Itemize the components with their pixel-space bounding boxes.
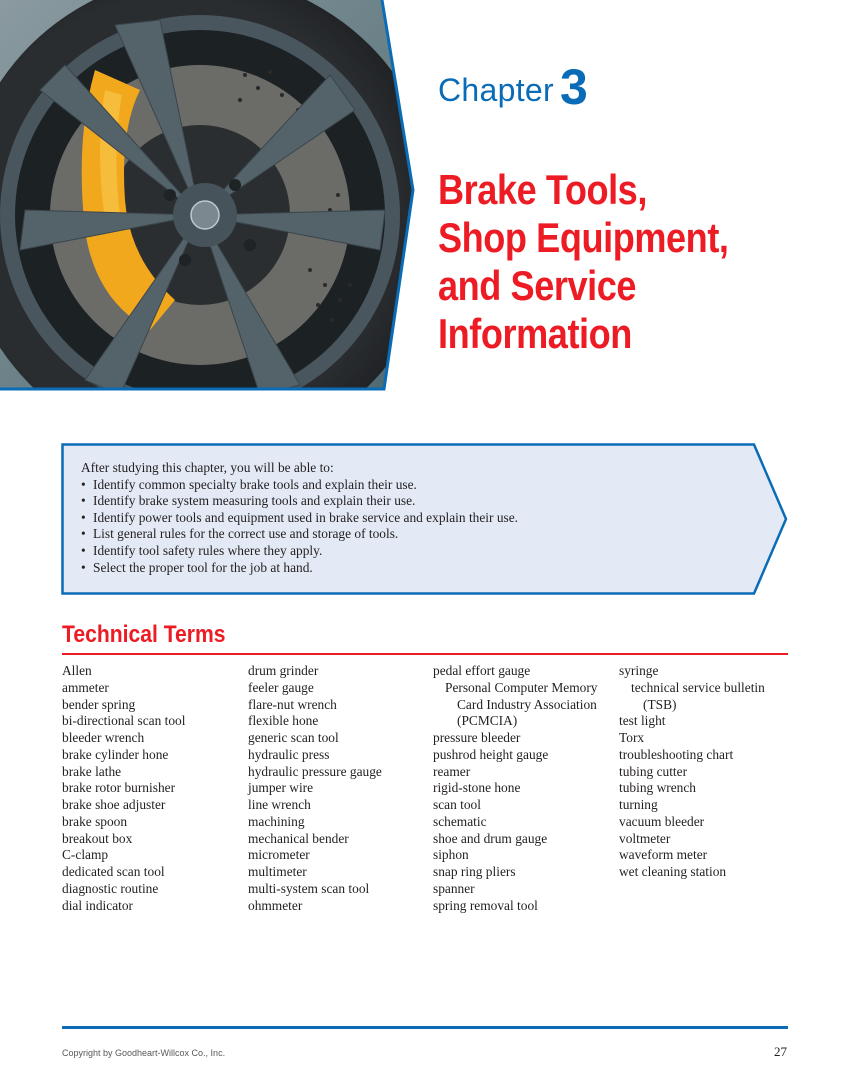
term: brake shoe adjuster [62, 797, 166, 812]
terms-column-3 [433, 663, 597, 914]
term: spanner [433, 880, 475, 896]
copyright-notice: Copyright by Goodheart-Willcox Co., Inc. [62, 1048, 226, 1058]
term: tubing cutter [619, 763, 688, 779]
term: wet cleaning station [619, 864, 727, 879]
term: micrometer [248, 847, 310, 863]
term: pedal effort gauge [433, 663, 531, 678]
term: syringe [619, 663, 659, 678]
term: test light [619, 713, 666, 729]
term: Torx [619, 730, 645, 745]
chapter-title-line: Shop Equipment, [438, 214, 729, 261]
term: hydraulic press [248, 746, 330, 762]
term: shoe and drum gauge [433, 830, 548, 846]
term: brake rotor burnisher [62, 780, 176, 796]
term-line: Card Industry Association [457, 696, 597, 712]
term-line: Personal Computer Memory [445, 679, 598, 695]
term-line: (PCMCIA) [457, 713, 518, 729]
term: pushrod height gauge [433, 746, 549, 762]
technical-terms-heading: Technical Terms [62, 621, 226, 648]
term: flexible hone [248, 713, 319, 729]
term: pressure bleeder [433, 730, 521, 745]
term: spring removal tool [433, 897, 538, 913]
term: brake cylinder hone [62, 746, 169, 762]
term: multimeter [248, 864, 307, 879]
term: vacuum bleeder [619, 813, 705, 829]
chapter-title-line: and Service [438, 262, 637, 309]
term: dedicated scan tool [62, 864, 165, 879]
term: brake lathe [62, 763, 122, 779]
term: ammeter [62, 679, 109, 695]
objectives-intro: After studying this chapter, you will be able to: [81, 460, 334, 475]
term: feeler gauge [248, 679, 314, 695]
chapter-word: Chapter [438, 72, 554, 108]
term [619, 680, 765, 714]
term: mechanical bender [248, 830, 349, 846]
term: tubing wrench [619, 780, 696, 796]
term: reamer [433, 763, 471, 779]
term [433, 680, 597, 730]
term: dial indicator [62, 897, 134, 913]
term: bender spring [62, 696, 136, 712]
term-line: (TSB) [643, 696, 677, 712]
term: generic scan tool [248, 730, 339, 745]
term: ohmmeter [248, 897, 303, 913]
objective-item: • Identify brake system measuring tools and explain their use. [81, 493, 518, 510]
objective-item: • Identify power tools and equipment used in brake service and explain their use. [81, 510, 518, 527]
term: Allen [62, 663, 92, 678]
learning-objectives-box [61, 443, 791, 595]
term: voltmeter [619, 830, 671, 846]
page-number: 27 [774, 1044, 787, 1059]
chapter-hero-photo [0, 0, 420, 395]
term: troubleshooting chart [619, 746, 734, 762]
term: jumper wire [248, 780, 314, 796]
chapter-title [438, 166, 782, 358]
objectives-list [81, 477, 518, 577]
term: diagnostic routine [62, 880, 159, 896]
term: snap ring pliers [433, 864, 516, 879]
term: turning [619, 797, 658, 812]
term-line: technical service bulletin [631, 679, 765, 695]
term: scan tool [433, 797, 481, 812]
term: siphon [433, 847, 469, 863]
terms-column-1 [62, 663, 185, 914]
objective-item: • List general rules for the correct use and storage of tools. [81, 526, 518, 543]
term: brake spoon [62, 813, 128, 829]
term: line wrench [248, 797, 311, 812]
chapter-label [438, 58, 588, 116]
term: hydraulic pressure gauge [248, 763, 382, 779]
chapter-title-line: Brake Tools, [438, 166, 647, 213]
term: rigid-stone hone [433, 780, 521, 796]
term: bi-directional scan tool [62, 713, 186, 729]
term: C-clamp [62, 847, 109, 863]
terms-column-4 [619, 663, 765, 881]
term: schematic [433, 813, 487, 829]
technical-terms-divider [62, 653, 788, 655]
objective-item: • Identify tool safety rules where they apply. [81, 543, 518, 560]
chapter-number: 3 [559, 59, 588, 115]
chapter-title-line: Information [438, 310, 632, 357]
term: breakout box [62, 830, 133, 846]
objective-item: • Select the proper tool for the job at hand. [81, 560, 518, 577]
footer-divider [62, 1026, 788, 1029]
objective-item: • Identify common specialty brake tools and explain their use. [81, 477, 518, 494]
term: bleeder wrench [62, 730, 145, 745]
terms-column-2 [248, 663, 382, 914]
term: multi-system scan tool [248, 880, 370, 896]
term: waveform meter [619, 847, 708, 863]
term: machining [248, 813, 305, 829]
term: drum grinder [248, 663, 319, 678]
term: flare-nut wrench [248, 696, 337, 712]
